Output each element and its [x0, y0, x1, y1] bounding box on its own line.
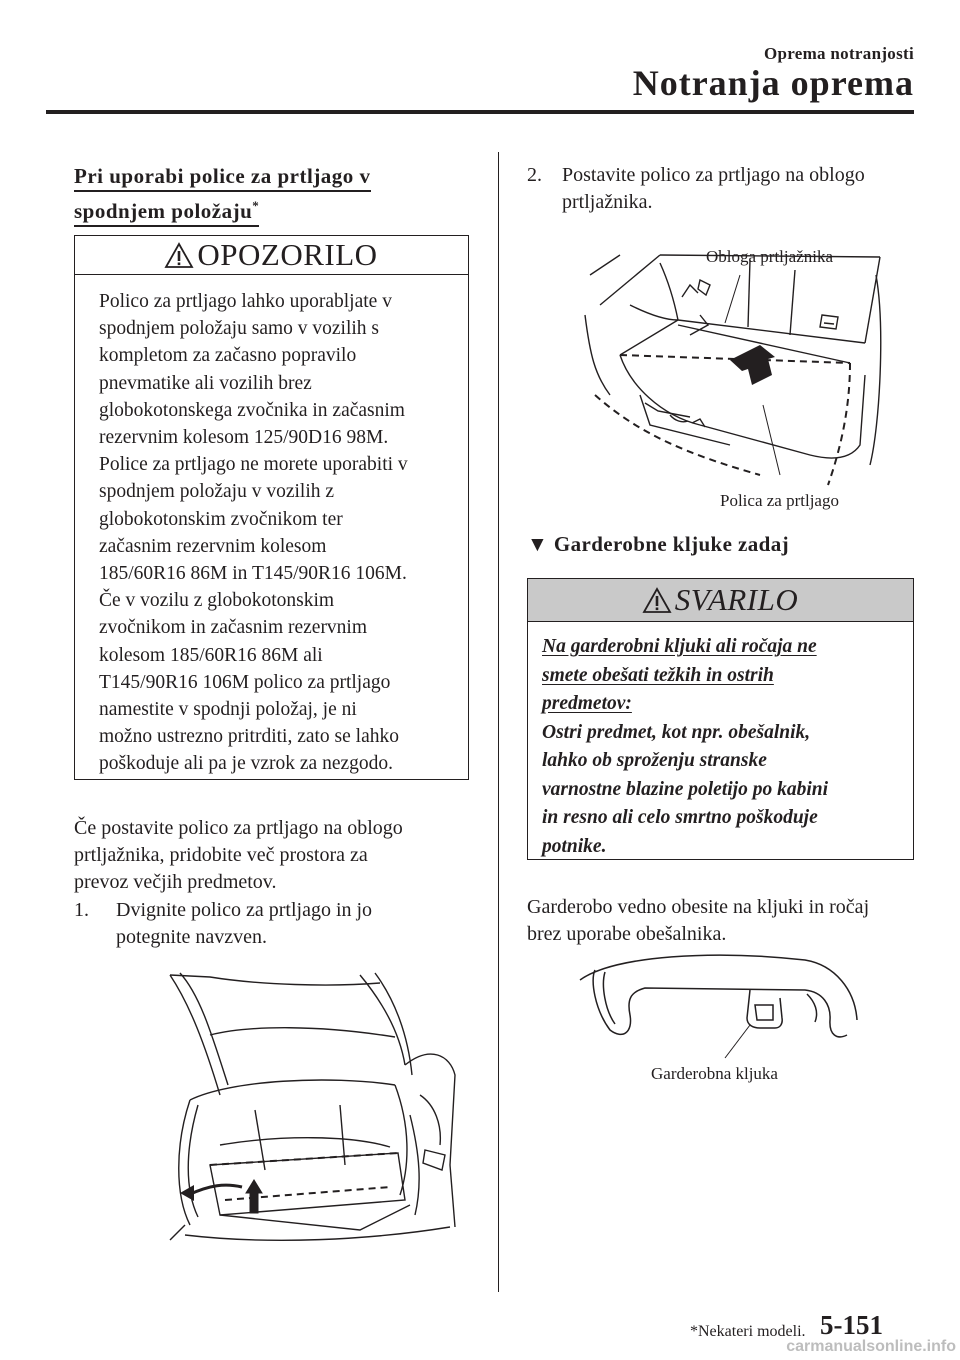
- paragraph-line: prtljažnika, pridobite več prostora za: [74, 844, 368, 866]
- paragraph-line: prevoz večjih predmetov.: [74, 871, 277, 893]
- warning-line: Če v vozilu z globokotonskim: [99, 590, 335, 612]
- caution-line: predmetov:: [542, 693, 632, 714]
- warning-line: poškoduje ali pa je vzrok za nezgodo.: [99, 753, 394, 775]
- footnote: *Nekateri modeli.: [690, 1323, 806, 1340]
- paragraph-line: Garderobo vedno obesite na kljuki in ročaj: [527, 896, 870, 918]
- warning-line: globokotonskega zvočnika in začasnim: [99, 399, 405, 421]
- warning-line: kompletom za začasno popravilo: [99, 345, 357, 367]
- intro-paragraph: [74, 815, 484, 896]
- heading-line-1: Pri uporabi police za prtljago v: [74, 162, 371, 192]
- figure-trunk-open-hatch: [150, 965, 470, 1245]
- warning-line: možno ustrezno pritrditi, zato se lahko: [99, 726, 400, 748]
- header-rule: [46, 110, 914, 114]
- caution-title: SVARILO: [674, 582, 799, 617]
- caution-line: varnostne blazine poletijo po kabini: [542, 778, 829, 800]
- caution-text: [542, 633, 904, 861]
- label-luggage-shelf: Polica za prtljago: [720, 491, 839, 510]
- caution-line: potnike.: [542, 835, 607, 857]
- step-line: potegnite navzven.: [116, 926, 268, 948]
- coat-hook-paragraph: [527, 894, 917, 948]
- footnote-mark: *: [252, 198, 260, 213]
- warning-triangle-icon: [165, 242, 193, 268]
- warning-header: [75, 236, 468, 275]
- warning-line: zvočnikom in začasnim rezervnim: [99, 617, 368, 639]
- watermark: carmanualsonline.info: [786, 1338, 956, 1355]
- warning-title: OPOZORILO: [197, 237, 378, 272]
- warning-line: globokotonskim zvočnikom ter: [99, 508, 343, 530]
- warning-line: namestite v spodnji položaj, je ni: [99, 699, 357, 721]
- warning-line: Police za prtljago ne morete uporabiti v: [99, 454, 408, 476]
- caution-box: [527, 578, 914, 860]
- page-number: 5-151: [820, 1310, 883, 1340]
- column-divider: [498, 152, 499, 1292]
- heading-line-2: [74, 192, 259, 227]
- caution-line: smete obešati težkih in ostrih: [542, 664, 774, 686]
- section-subtitle: Oprema notranjosti: [763, 44, 914, 63]
- caution-line: Ostri predmet, kot npr. obešalnik,: [542, 721, 811, 743]
- caution-line: Na garderobni kljuki ali ročaja ne: [542, 636, 817, 657]
- subsection-heading: [74, 162, 371, 227]
- label-coat-hook: Garderobna kljuka: [651, 1064, 778, 1083]
- figure-coat-hook: [575, 950, 875, 1060]
- warning-text: [99, 288, 459, 778]
- warning-line: 185/60R16 86M in T145/90R16 106M.: [99, 563, 407, 585]
- warning-line: spodnjem položaju samo v vozilih s: [99, 318, 380, 340]
- step-number: 1.: [74, 899, 89, 921]
- label-trunk-lining: Obloga prtljažnika: [706, 247, 833, 266]
- step-text: [562, 162, 917, 216]
- heading-marker: ▼: [527, 532, 549, 556]
- warning-line: Polico za prtljago lahko uporabljate v: [99, 291, 392, 312]
- step-line: Postavite polico za prtljago na oblogo: [562, 164, 865, 186]
- paragraph-line: brez uporabe obešalnika.: [527, 923, 727, 945]
- warning-line: začasnim rezervnim kolesom: [99, 535, 327, 557]
- warning-line: spodnjem položaju v vozilih z: [99, 481, 335, 503]
- warning-line: T145/90R16 106M polico za prtljago: [99, 671, 391, 693]
- heading-line-2-text: spodnjem položaju: [74, 199, 253, 223]
- section-title: Notranja oprema: [632, 63, 914, 103]
- caution-header: [528, 579, 913, 622]
- warning-line: kolesom 185/60R16 86M ali: [99, 644, 323, 666]
- figure-shelf-on-lining: [580, 245, 890, 495]
- caution-line: in resno ali celo smrtno poškoduje: [542, 807, 818, 828]
- heading-text: Garderobne kljuke zadaj: [553, 532, 789, 556]
- warning-box: [74, 235, 469, 780]
- caution-line: lahko ob sproženju stranske: [542, 750, 767, 771]
- step-line: prtljažnika.: [562, 191, 653, 213]
- paragraph-line: Če postavite polico za prtljago na oblogo: [74, 817, 403, 839]
- step-line: Dvignite polico za prtljago in jo: [116, 899, 373, 921]
- step-number: 2.: [527, 164, 542, 186]
- step-text: [116, 897, 486, 951]
- warning-line: rezervnim kolesom 125/90D16 98M.: [99, 427, 389, 449]
- warning-line: pnevmatike ali vozilih brez: [99, 372, 312, 394]
- warning-triangle-icon: [643, 587, 671, 613]
- coat-hooks-heading: [527, 532, 789, 557]
